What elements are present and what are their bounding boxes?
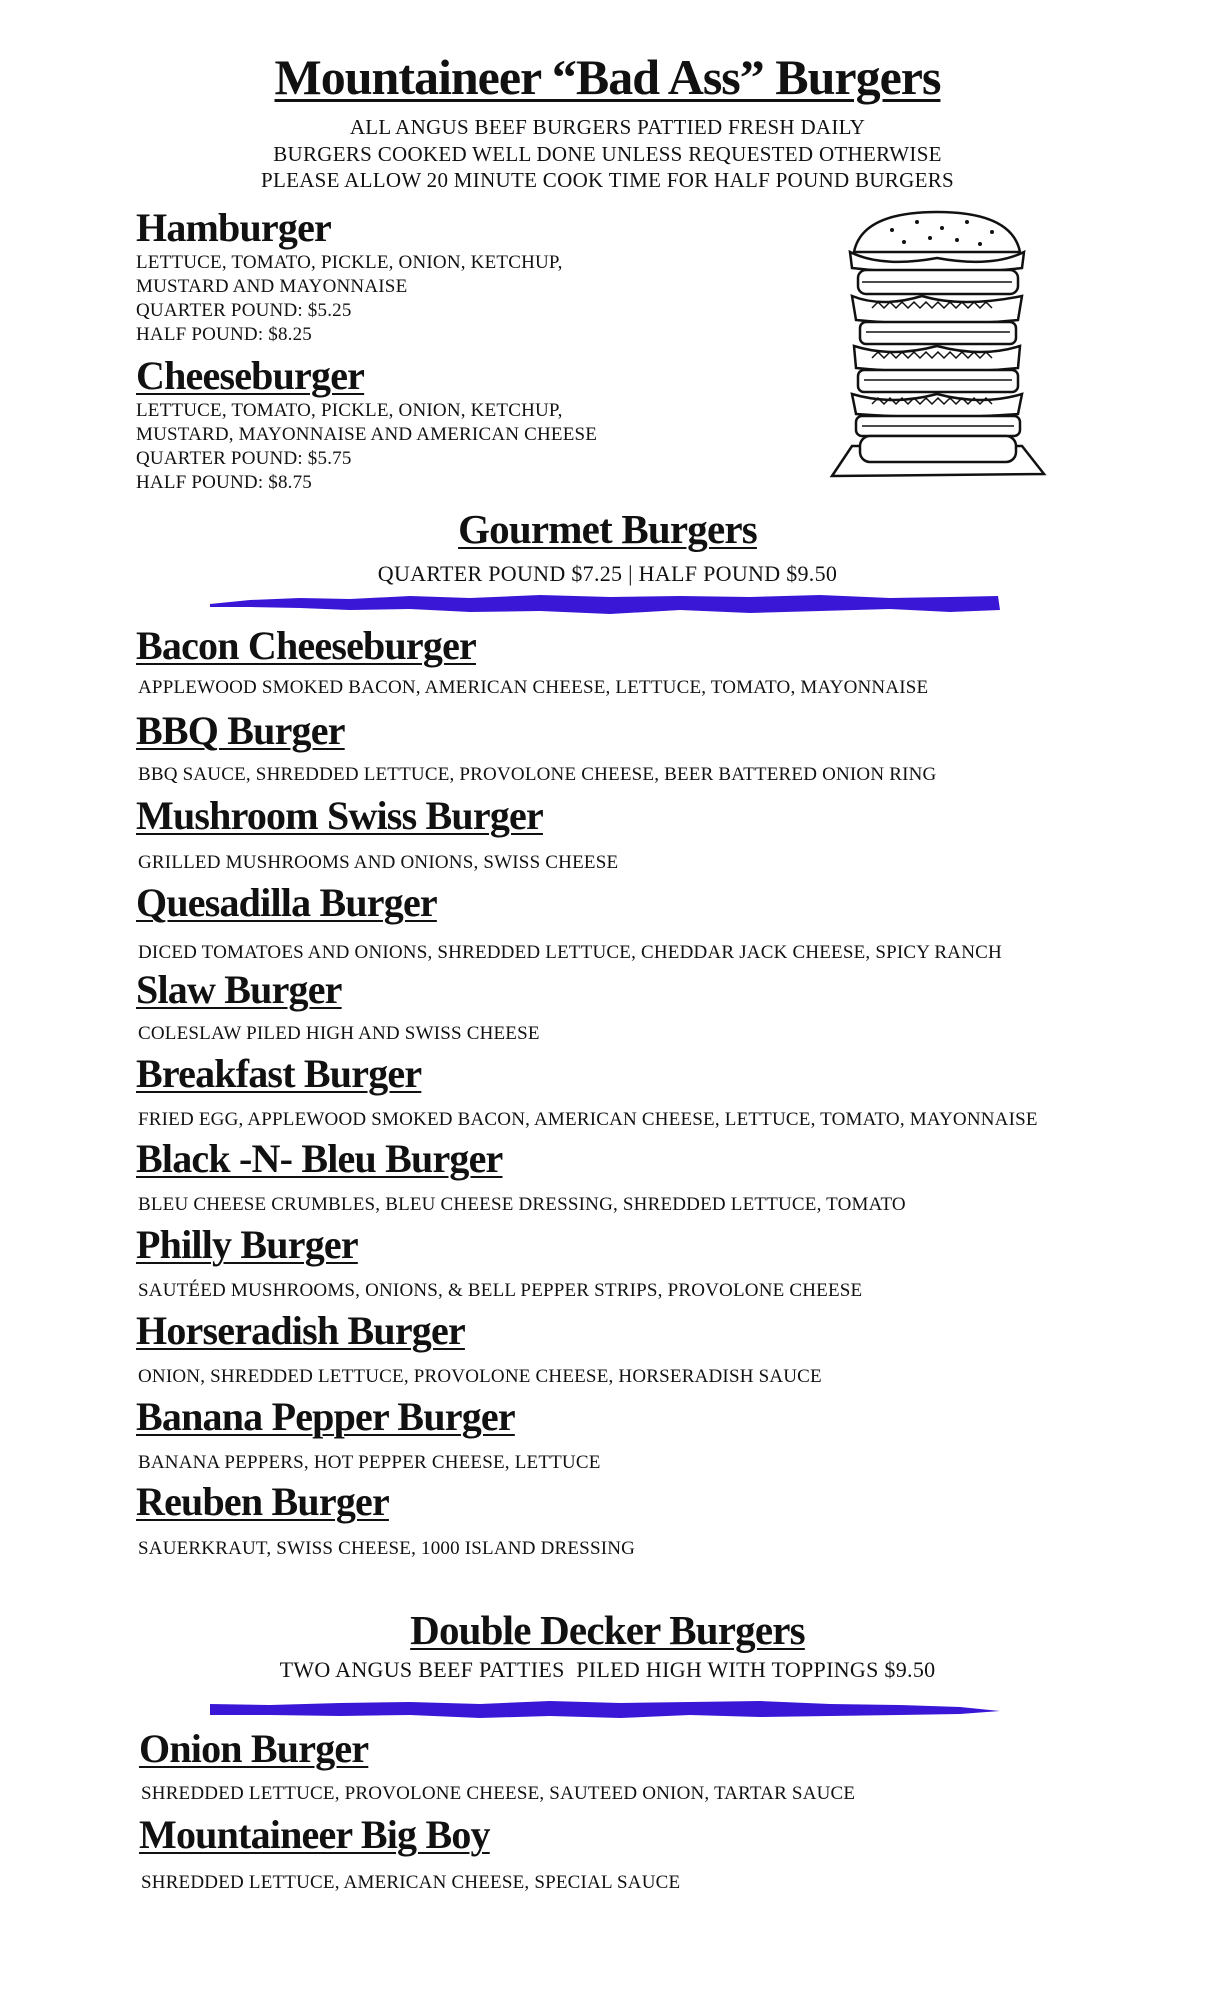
- item-description: ONION, SHREDDED LETTUCE, PROVOLONE CHEESE, HORSERADISH SAUCE: [138, 1366, 822, 1387]
- item-description: SHREDDED LETTUCE, PROVOLONE CHEESE, SAUTEED ONION, TARTAR SAUCE: [141, 1783, 856, 1804]
- note-line: ALL ANGUS BEEF BURGERS PATTIED FRESH DAILY: [349, 115, 866, 139]
- item-name: Philly Burger: [136, 1222, 358, 1267]
- item-line: MUSTARD, MAYONNAISE AND AMERICAN CHEESE: [136, 424, 598, 445]
- item-price: QUARTER POUND: $5.75: [136, 448, 352, 469]
- menu-item-cheeseburger: [136, 352, 597, 495]
- item-name: Bacon Cheeseburger: [136, 623, 476, 668]
- item-name: Horseradish Burger: [136, 1308, 465, 1353]
- item-price: HALF POUND: $8.75: [136, 472, 312, 493]
- item-name: Banana Pepper Burger: [136, 1394, 515, 1439]
- menu-item-hamburger: [136, 204, 563, 347]
- blue-brush-divider: [210, 590, 1000, 616]
- section-pricing-double-decker: TWO ANGUS BEEF PATTIES PILED HIGH WITH TOPPINGS $9.50: [279, 1657, 936, 1682]
- item-line: LETTUCE, TOMATO, PICKLE, ONION, KETCHUP,: [136, 252, 563, 273]
- item-name: Mushroom Swiss Burger: [136, 793, 543, 838]
- section-title-gourmet: Gourmet Burgers: [458, 506, 757, 552]
- item-description: FRIED EGG, APPLEWOOD SMOKED BACON, AMERICAN CHEESE, LETTUCE, TOMATO, MAYONNAISE: [138, 1109, 1038, 1130]
- item-description: SHREDDED LETTUCE, AMERICAN CHEESE, SPECIAL SAUCE: [141, 1872, 681, 1893]
- blue-brush-divider: [210, 1696, 1000, 1722]
- item-description: BBQ SAUCE, SHREDDED LETTUCE, PROVOLONE CHEESE, BEER BATTERED ONION RING: [138, 764, 937, 785]
- item-name: Mountaineer Big Boy: [139, 1812, 490, 1857]
- item-line: MUSTARD AND MAYONNAISE: [136, 276, 408, 297]
- item-name: Quesadilla Burger: [136, 880, 437, 925]
- item-description: BLEU CHEESE CRUMBLES, BLEU CHEESE DRESSING, SHREDDED LETTUCE, TOMATO: [138, 1194, 906, 1215]
- item-description: DICED TOMATOES AND ONIONS, SHREDDED LETTUCE, CHEDDAR JACK CHEESE, SPICY RANCH: [138, 942, 1002, 963]
- item-description: BANANA PEPPERS, HOT PEPPER CHEESE, LETTUCE: [138, 1452, 601, 1473]
- item-description: COLESLAW PILED HIGH AND SWISS CHEESE: [138, 1023, 540, 1044]
- item-name: Hamburger: [136, 205, 331, 250]
- item-name: Reuben Burger: [136, 1479, 389, 1524]
- item-price: HALF POUND: $8.25: [136, 324, 312, 345]
- item-description: SAUERKRAUT, SWISS CHEESE, 1000 ISLAND DRESSING: [138, 1538, 636, 1559]
- item-price: QUARTER POUND: $5.25: [136, 300, 352, 321]
- item-line: LETTUCE, TOMATO, PICKLE, ONION, KETCHUP,: [136, 400, 563, 421]
- item-name: Breakfast Burger: [136, 1051, 422, 1096]
- item-description: GRILLED MUSHROOMS AND ONIONS, SWISS CHEESE: [138, 852, 619, 873]
- burger-illustration: [822, 208, 1052, 484]
- menu-title: Mountaineer “Bad Ass” Burgers: [274, 49, 941, 105]
- item-name: Onion Burger: [139, 1726, 369, 1771]
- item-name: Slaw Burger: [136, 967, 342, 1012]
- note-line: BURGERS COOKED WELL DONE UNLESS REQUESTED OTHERWISE: [273, 141, 942, 166]
- section-pricing-gourmet: QUARTER POUND $7.25 | HALF POUND $9.50: [377, 561, 838, 586]
- item-description: APPLEWOOD SMOKED BACON, AMERICAN CHEESE, LETTUCE, TOMATO, MAYONNAISE: [138, 677, 929, 698]
- menu-notes: [0, 114, 1215, 194]
- item-name: BBQ Burger: [136, 708, 345, 753]
- item-name: Cheeseburger: [136, 353, 365, 398]
- item-description: SAUTÉED MUSHROOMS, ONIONS, & BELL PEPPER STRIPS, PROVOLONE CHEESE: [138, 1280, 863, 1301]
- note-line: PLEASE ALLOW 20 MINUTE COOK TIME FOR HALF POUND BURGERS: [260, 168, 954, 192]
- section-title-double-decker: Double Decker Burgers: [410, 1607, 805, 1653]
- item-name: Black -N- Bleu Burger: [136, 1136, 503, 1181]
